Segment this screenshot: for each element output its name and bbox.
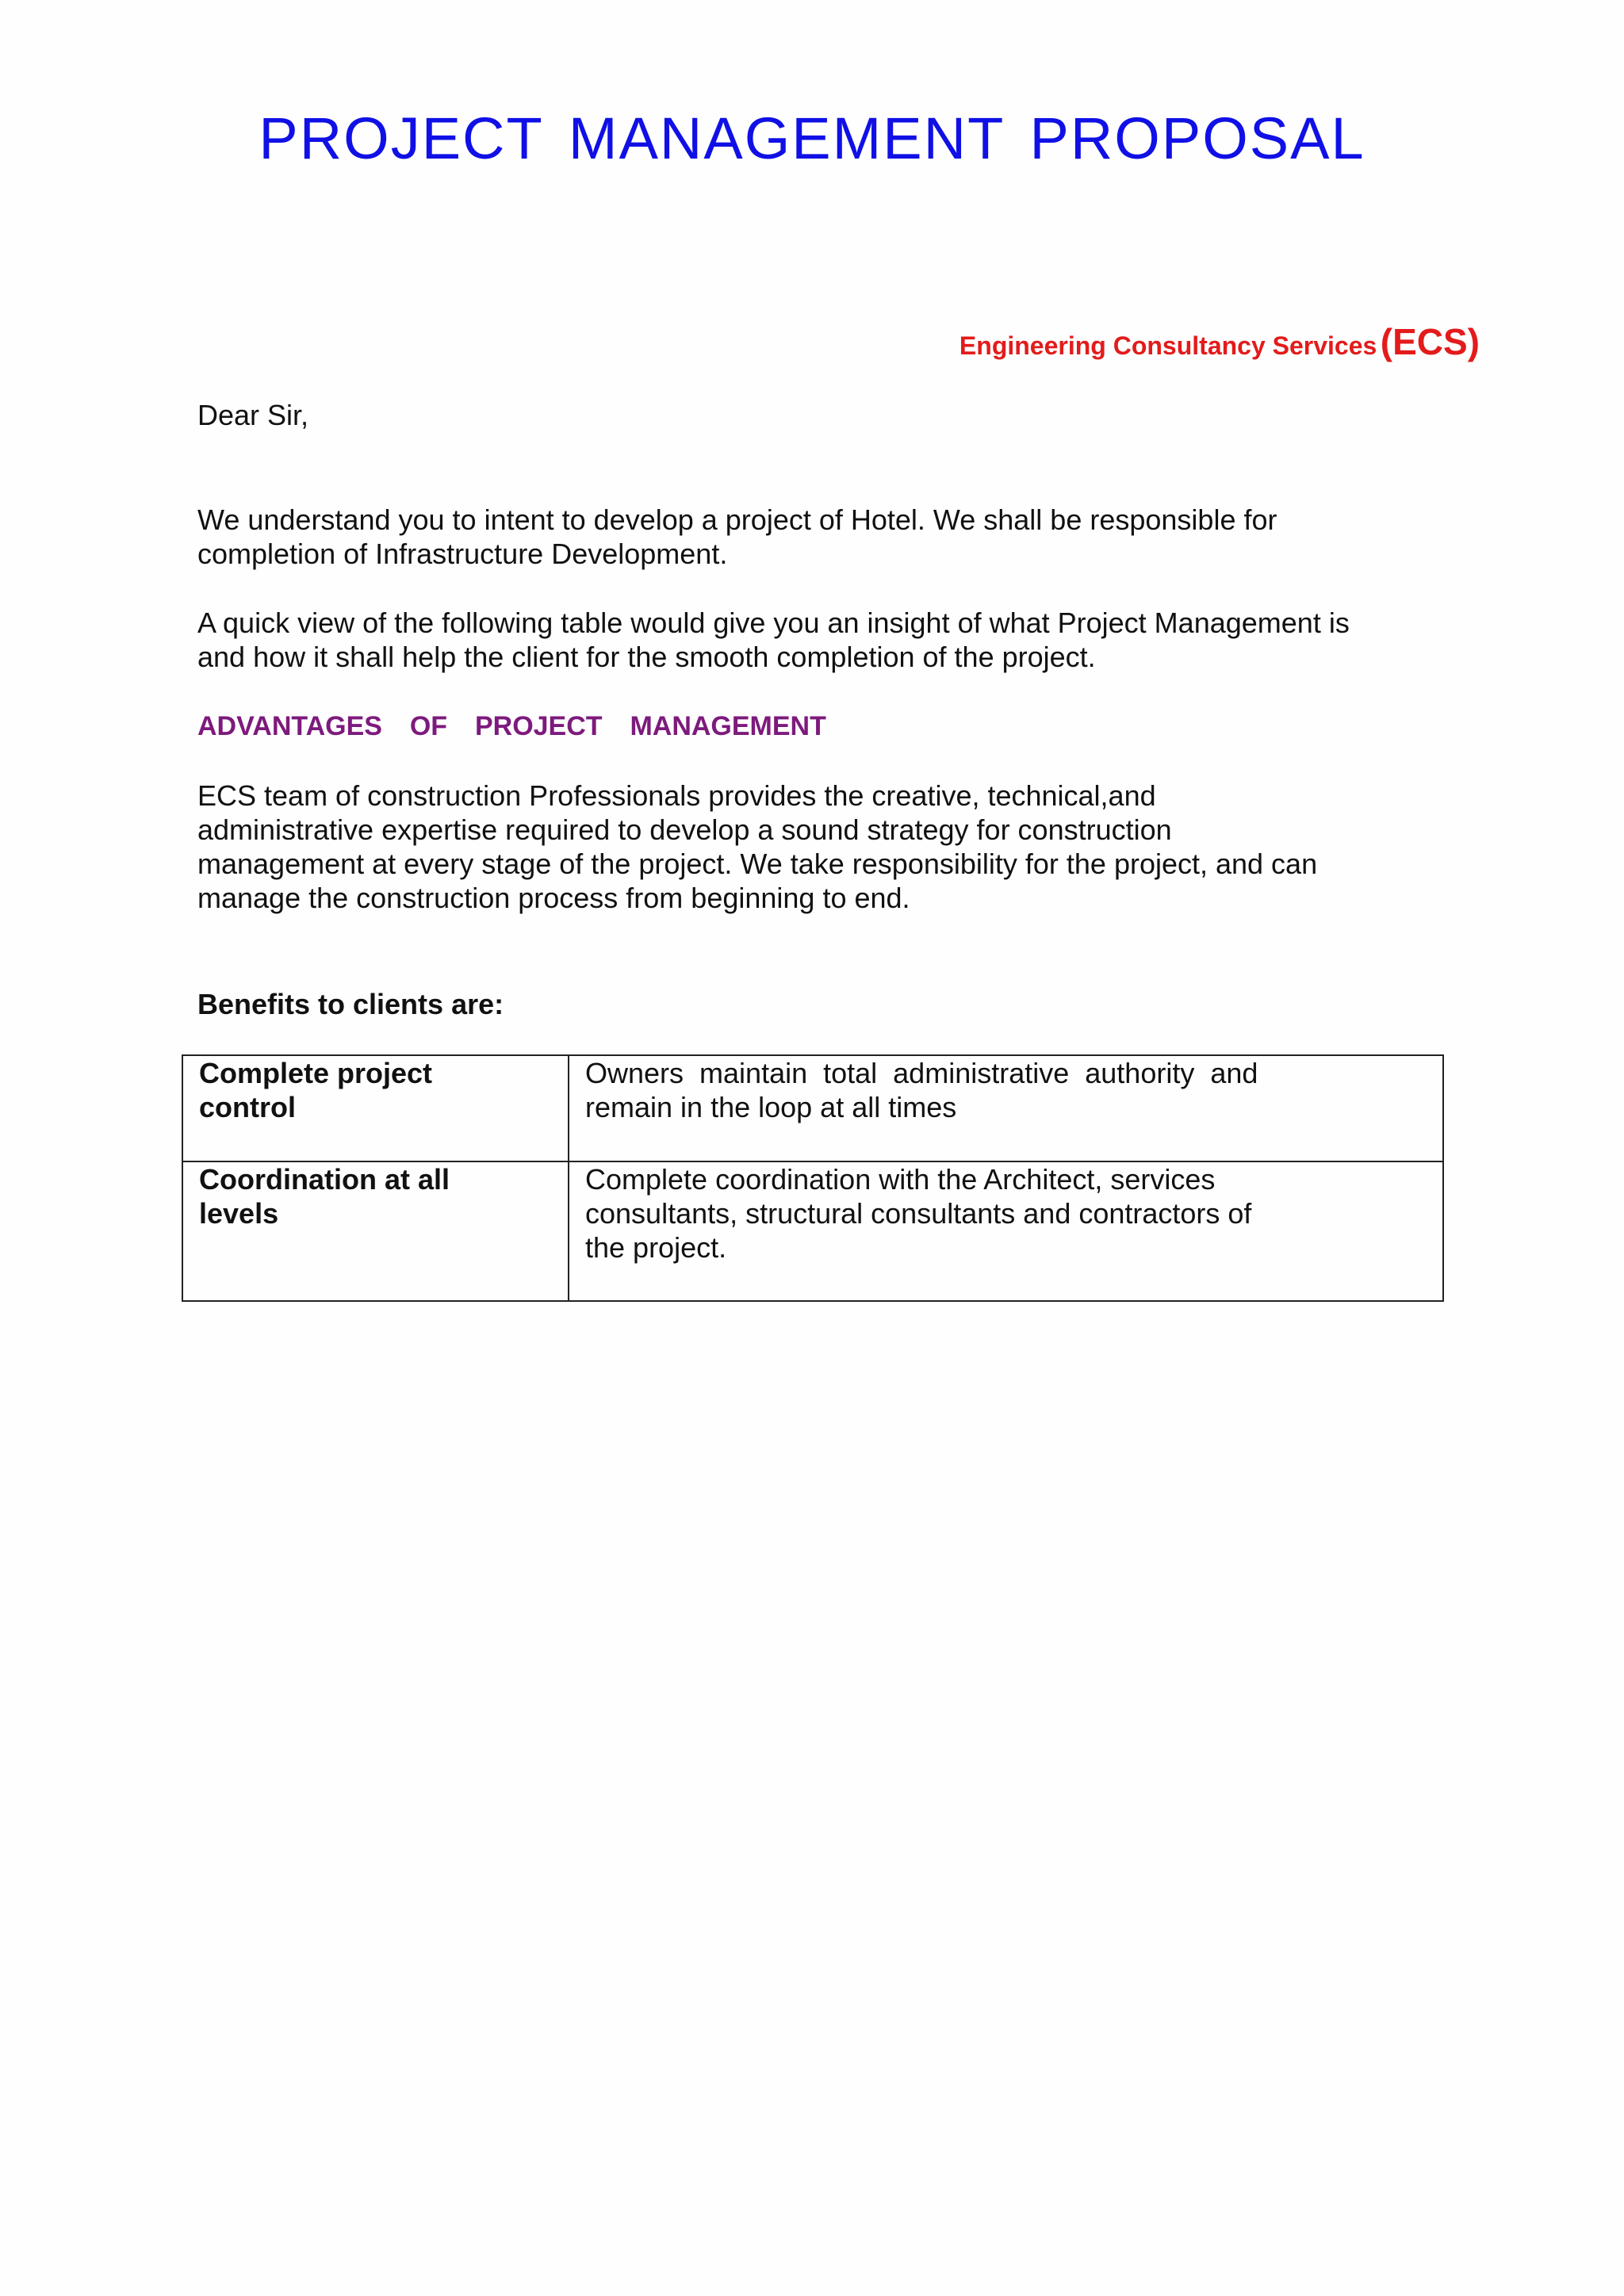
company-name: Engineering Consultancy Services — [959, 331, 1377, 360]
benefit-description: Complete coordination with the Architect, services consultants, structural consultants and contractors of the project. — [585, 1163, 1252, 1264]
benefit-label: Coordination at all levels — [199, 1163, 450, 1230]
section-heading: ADVANTAGES OF PROJECT MANAGEMENT — [197, 711, 826, 741]
benefits-table — [182, 1054, 1444, 1302]
benefits-heading: Benefits to clients are: — [197, 988, 504, 1020]
company-line — [959, 320, 1480, 363]
salutation: Dear Sir, — [197, 399, 309, 431]
company-abbreviation: (ECS) — [1380, 321, 1480, 362]
benefit-cell — [182, 1055, 569, 1161]
description-cell — [569, 1055, 1443, 1161]
intro-paragraph: We understand you to intent to develop a project of Hotel. We shall be responsible for completion of Infrastructure Development. — [197, 503, 1277, 570]
benefit-cell — [182, 1161, 569, 1301]
document-title: PROJECT MANAGEMENT PROPOSAL — [259, 105, 1365, 171]
table-row — [182, 1055, 1443, 1161]
table-row — [182, 1161, 1443, 1301]
benefit-label: Complete project control — [199, 1057, 433, 1123]
overview-paragraph: A quick view of the following table would give you an insight of what Project Management is and how it shall help the client for the smooth completion of the project. — [197, 607, 1350, 673]
benefit-description: Owners maintain total administrative authority and remain in the loop at all times — [585, 1057, 1258, 1123]
section-paragraph: ECS team of construction Professionals provides the creative, technical,and administrative expertise required to develop a sound strategy for construction management at every stage of the project. We take responsibility for the project, and can manage the construction process from beginning to end. — [197, 779, 1318, 914]
description-cell — [569, 1161, 1443, 1301]
